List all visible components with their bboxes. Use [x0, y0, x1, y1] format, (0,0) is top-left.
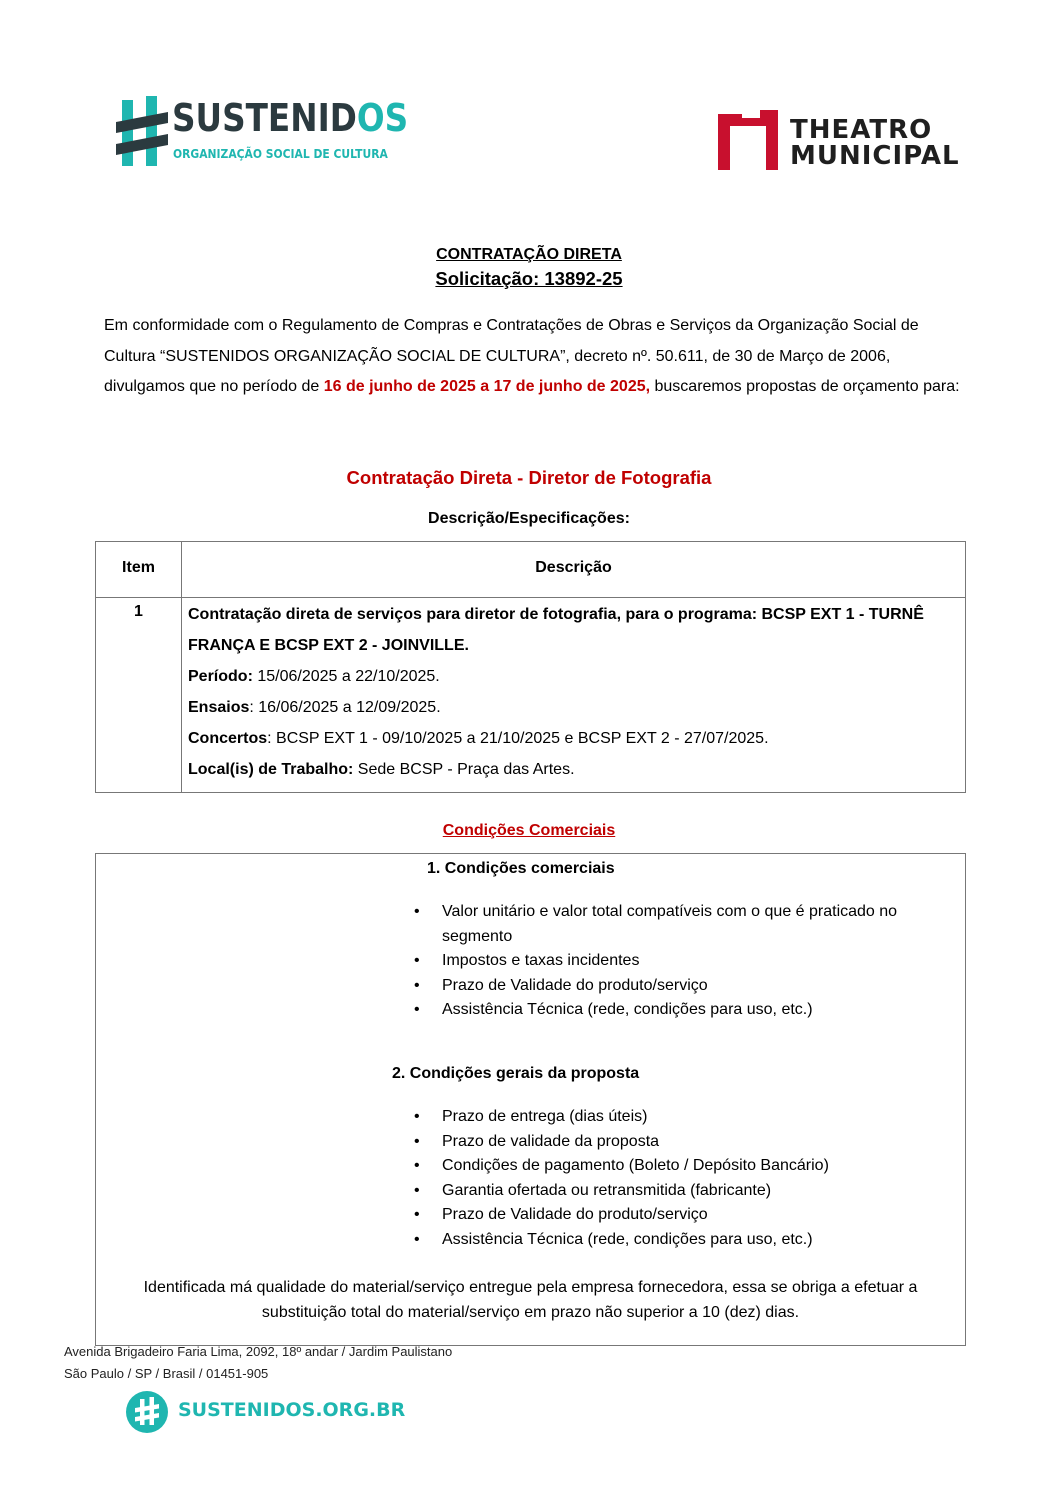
- list-item: • Impostos e taxas incidentes: [414, 949, 934, 974]
- spec-heading: Descrição/Especificações:: [428, 510, 630, 527]
- header-item: Item: [122, 559, 155, 576]
- concerts-line: Concertos: BCSP EXT 1 - 09/10/2025 a 21/10/2025 e BCSP EXT 2 - 27/07/2025.: [188, 730, 769, 747]
- list-item: • Prazo de Validade do produto/serviço: [414, 974, 934, 999]
- theatro-frame-icon: [716, 108, 780, 174]
- intro-paragraph: Em conformidade com o Regulamento de Compras e Contratações de Obras e Serviços da Organização Social de Cultura “SUSTENIDOS ORGANIZAÇÃO SOCIAL DE CULTURA”, decreto nº. 50.611, de 30 de Março de 2006, divulgamos que no período de 16 de junho de 2025 a 17 de junho de 2025, buscaremos propostas de orçamento para:: [104, 317, 960, 395]
- list-item: • Valor unitário e valor total compatíveis com o que é praticado no segmento: [414, 900, 934, 949]
- solicitation-number: Solicitação: 13892-25: [435, 268, 623, 289]
- section1-title: 1. Condições comerciais: [427, 860, 615, 877]
- period-highlight: 16 de junho de 2025 a 17 de junho de 2025,: [323, 378, 651, 395]
- row-description: [188, 599, 958, 785]
- address-line-2: São Paulo / SP / Brasil / 01451-905: [64, 1366, 269, 1381]
- document-title: CONTRATAÇÃO DIRETA: [436, 246, 622, 263]
- table-divider: [181, 542, 182, 792]
- website-url[interactable]: SUSTENIDOS.ORG.BR: [178, 1399, 406, 1421]
- hash-icon: [116, 94, 168, 170]
- section2-list: [414, 1105, 934, 1252]
- period-line: Período: 15/06/2025 a 22/10/2025.: [188, 668, 440, 685]
- list-item: • Condições de pagamento (Boleto / Depósito Bancário): [414, 1154, 934, 1179]
- description-main: Contratação direta de serviços para diretor de fotografia, para o programa: BCSP EXT 1 - TURNÊ FRANÇA E BCSP EXT 2 - JOINVILLE.: [188, 606, 924, 654]
- theatro-word: THEATRO: [790, 115, 933, 145]
- sustenidos-subtitle: ORGANIZAÇÃO SOCIAL DE CULTURA: [173, 146, 388, 161]
- theatro-municipal-logo: [716, 108, 960, 174]
- sustenidos-wordmark: SUSTENIDOS: [172, 96, 409, 140]
- list-item: • Prazo de Validade do produto/serviço: [414, 1203, 934, 1228]
- section1-list: [414, 900, 934, 1023]
- list-item: • Assistência Técnica (rede, condições para uso, etc.): [414, 998, 934, 1023]
- header-description: Descrição: [535, 559, 612, 576]
- footer-logo: [126, 1391, 406, 1435]
- section2-title: 2. Condições gerais da proposta: [392, 1065, 640, 1082]
- rehearsals-line: Ensaios: 16/06/2025 a 12/09/2025.: [188, 699, 441, 716]
- table-divider: [96, 597, 965, 598]
- section-title: Contratação Direta - Diretor de Fotografia: [346, 467, 712, 488]
- address-line-1: Avenida Brigadeiro Faria Lima, 2092, 18º andar / Jardim Paulistano: [64, 1344, 453, 1359]
- list-item: • Assistência Técnica (rede, condições para uso, etc.): [414, 1228, 934, 1253]
- row-item-number: 1: [134, 603, 143, 620]
- list-item: • Prazo de validade da proposta: [414, 1130, 934, 1155]
- hash-circle-icon: [126, 1391, 168, 1433]
- conditions-box: [95, 853, 966, 1346]
- quality-note: Identificada má qualidade do material/serviço entregue pela empresa fornecedora, essa se obriga a efetuar a substituição total do material/serviço em prazo não superior a 10 (dez) dias.: [143, 1279, 918, 1321]
- list-item: • Prazo de entrega (dias úteis): [414, 1105, 934, 1130]
- spec-table: [95, 541, 966, 793]
- municipal-word: MUNICIPAL: [790, 141, 960, 171]
- commercial-conditions-heading: Condições Comerciais: [442, 822, 616, 839]
- sustenidos-logo: [116, 94, 409, 172]
- location-line: Local(is) de Trabalho: Sede BCSP - Praça das Artes.: [188, 761, 575, 778]
- list-item: • Garantia ofertada ou retransmitida (fabricante): [414, 1179, 934, 1204]
